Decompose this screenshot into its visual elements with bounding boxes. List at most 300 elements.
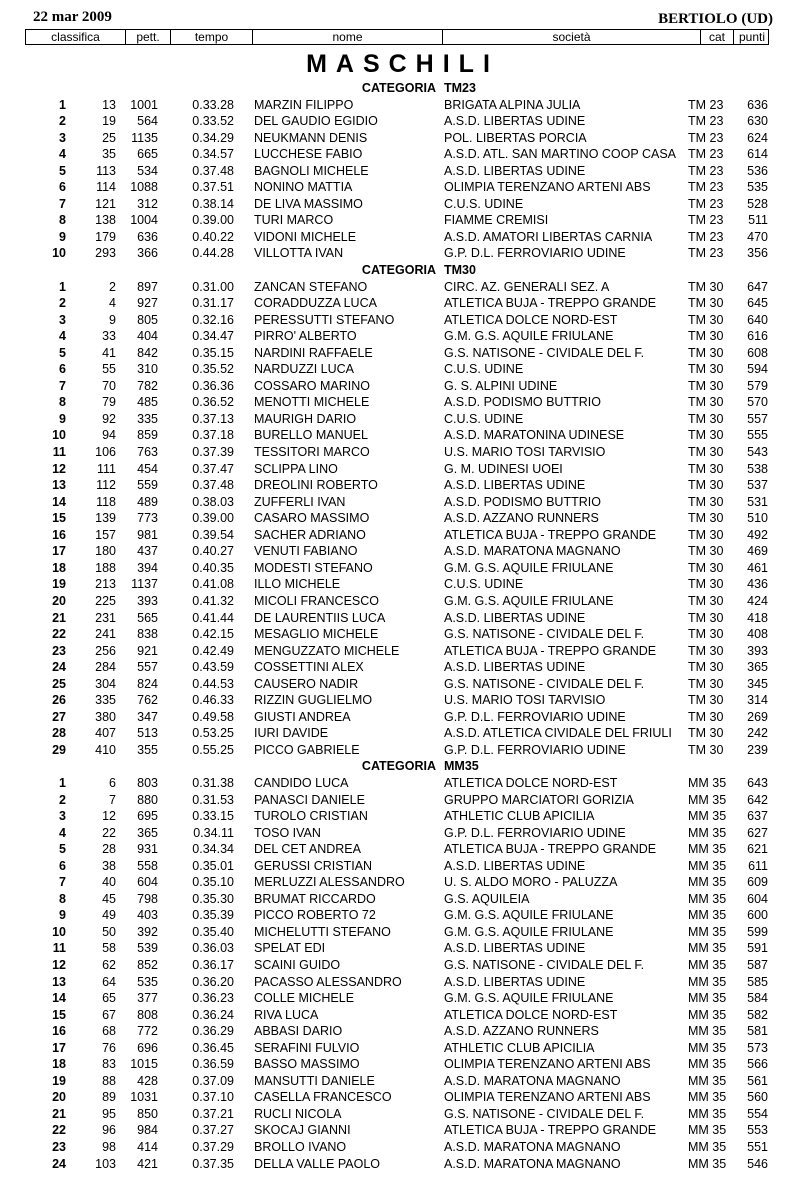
category-code: MM 35 [688, 1156, 727, 1171]
category-code: MM 35 [688, 1123, 727, 1138]
finish-time: 0.35.30 [192, 891, 234, 906]
athlete-name: PERESSUTTI STEFANO [254, 312, 395, 327]
table-row [0, 841, 805, 858]
overall-position: 49 [102, 908, 116, 923]
category-rank: 17 [52, 544, 66, 559]
points: 510 [747, 511, 768, 526]
bib-number: 1088 [130, 180, 158, 195]
category-code: TM 30 [688, 494, 724, 509]
finish-time: 0.36.24 [192, 1007, 234, 1022]
category-code: TM 30 [688, 411, 724, 426]
club-name: A.S.D. LIBERTAS UDINE [444, 974, 586, 989]
points: 573 [747, 1040, 768, 1055]
overall-position: 106 [95, 445, 116, 460]
table-row [0, 411, 805, 428]
category-rank: 11 [52, 941, 66, 956]
category-rank: 29 [52, 742, 66, 757]
finish-time: 0.36.17 [192, 957, 234, 972]
category-code: MM 35 [688, 875, 727, 890]
bib-number: 557 [137, 660, 158, 675]
athlete-name: BAGNOLI MICHELE [254, 163, 369, 178]
bib-number: 842 [137, 345, 158, 360]
category-rank: 1 [59, 775, 66, 790]
club-name: BRIGATA ALPINA JULIA [444, 97, 581, 112]
category-rank: 23 [52, 643, 66, 658]
athlete-name: VENUTI FABIANO [254, 544, 358, 559]
club-name: ATLETICA BUJA - TREPPO GRANDE [444, 842, 657, 857]
finish-time: 0.35.10 [192, 875, 234, 890]
club-name: U.S. MARIO TOSI TARVISIO [444, 693, 606, 708]
points: 531 [747, 494, 768, 509]
athlete-name: CASARO MASSIMO [254, 511, 370, 526]
club-name: OLIMPIA TERENZANO ARTENI ABS [444, 1090, 651, 1105]
points: 608 [747, 345, 768, 360]
bib-number: 927 [137, 296, 158, 311]
column-header-cat: cat [701, 30, 734, 44]
athlete-name: ILLO MICHELE [254, 577, 341, 592]
overall-position: 67 [102, 1007, 116, 1022]
points: 408 [747, 627, 768, 642]
athlete-name: CORADDUZZA LUCA [254, 296, 377, 311]
athlete-name: ZANCAN STEFANO [254, 279, 368, 294]
category-code: TM 23 [688, 180, 724, 195]
club-name: A.S.D. ATLETICA CIVIDALE DEL FRIULI [444, 726, 672, 741]
points: 609 [747, 875, 768, 890]
category-code: TM 23 [688, 213, 724, 228]
category-code: TM 30 [688, 742, 724, 757]
points: 647 [747, 279, 768, 294]
points: 614 [747, 147, 768, 162]
club-name: A.S.D. ATL. SAN MARTINO COOP CASA [444, 147, 677, 162]
finish-time: 0.37.35 [192, 1156, 234, 1171]
category-rank: 9 [59, 411, 66, 426]
athlete-name: COSSARO MARINO [254, 378, 370, 393]
category-name: TM30 [444, 263, 476, 278]
club-name: A.S.D. LIBERTAS UDINE [444, 610, 586, 625]
finish-time: 0.36.20 [192, 974, 234, 989]
overall-position: 96 [102, 1123, 116, 1138]
overall-position: 138 [95, 213, 116, 228]
overall-position: 2 [109, 279, 116, 294]
club-name: POL. LIBERTAS PORCIA [444, 130, 587, 145]
overall-position: 25 [102, 130, 116, 145]
overall-position: 19 [102, 114, 116, 129]
category-rank: 19 [52, 577, 66, 592]
athlete-name: SPELAT EDI [254, 941, 326, 956]
points: 579 [747, 378, 768, 393]
category-code: MM 35 [688, 1040, 727, 1055]
category-code: TM 30 [688, 593, 724, 608]
club-name: A.S.D. LIBERTAS UDINE [444, 163, 586, 178]
overall-position: 4 [109, 296, 116, 311]
overall-position: 6 [109, 775, 116, 790]
club-name: G.M. G.S. AQUILE FRIULANE [444, 924, 614, 939]
results-list [0, 80, 805, 1172]
overall-position: 179 [95, 229, 116, 244]
table-row [0, 990, 805, 1007]
finish-time: 0.31.38 [192, 775, 234, 790]
club-name: G.S. NATISONE - CIVIDALE DEL F. [444, 957, 645, 972]
club-name: G.P. D.L. FERROVIARIO UDINE [444, 825, 626, 840]
finish-time: 0.43.59 [192, 660, 234, 675]
club-name: OLIMPIA TERENZANO ARTENI ABS [444, 1057, 651, 1072]
category-code: TM 30 [688, 279, 724, 294]
athlete-name: RIVA LUCA [254, 1007, 319, 1022]
athlete-name: DEL GAUDIO EGIDIO [254, 114, 378, 129]
section-title: MASCHILI [306, 50, 499, 78]
club-name: A.S.D. MARATONA MAGNANO [444, 1073, 621, 1088]
column-header-societa: società [443, 30, 701, 44]
athlete-name: MICOLI FRANCESCO [254, 593, 380, 608]
bib-number: 564 [137, 114, 158, 129]
finish-time: 0.35.15 [192, 345, 234, 360]
table-row [0, 510, 805, 527]
athlete-name: MARZIN FILIPPO [254, 97, 354, 112]
category-code: TM 23 [688, 97, 724, 112]
category-code: MM 35 [688, 792, 727, 807]
column-header-punti: punti [738, 30, 766, 44]
finish-time: 0.36.23 [192, 991, 234, 1006]
category-rank: 2 [59, 296, 66, 311]
bib-number: 897 [137, 279, 158, 294]
points: 585 [747, 974, 768, 989]
finish-time: 0.32.16 [192, 312, 234, 327]
finish-time: 0.40.22 [192, 229, 234, 244]
category-rank: 8 [59, 891, 66, 906]
overall-position: 180 [95, 544, 116, 559]
bib-number: 636 [137, 229, 158, 244]
athlete-name: NONINO MATTIA [254, 180, 353, 195]
points: 561 [747, 1073, 768, 1088]
points: 637 [747, 809, 768, 824]
athlete-name: COLLE MICHELE [254, 991, 355, 1006]
category-rank: 1 [59, 279, 66, 294]
category-code: TM 30 [688, 726, 724, 741]
finish-time: 0.34.34 [192, 842, 234, 857]
bib-number: 921 [137, 643, 158, 658]
points: 365 [747, 660, 768, 675]
points: 627 [747, 825, 768, 840]
category-rank: 24 [52, 1156, 66, 1171]
finish-time: 0.44.53 [192, 676, 234, 691]
bib-number: 534 [137, 163, 158, 178]
athlete-name: NEUKMANN DENIS [254, 130, 368, 145]
club-name: A.S.D. AZZANO RUNNERS [444, 1024, 599, 1039]
bib-number: 485 [137, 395, 158, 410]
table-row [0, 940, 805, 957]
athlete-name: TUROLO CRISTIAN [254, 809, 368, 824]
athlete-name: GIUSTI ANDREA [254, 709, 351, 724]
table-row [0, 858, 805, 875]
category-code: TM 30 [688, 395, 724, 410]
club-name: G.S. NATISONE - CIVIDALE DEL F. [444, 1106, 645, 1121]
club-name: G.M. G.S. AQUILE FRIULANE [444, 560, 614, 575]
overall-position: 68 [102, 1024, 116, 1039]
category-code: TM 30 [688, 511, 724, 526]
club-name: A.S.D. LIBERTAS UDINE [444, 114, 586, 129]
club-name: CIRC. AZ. GENERALI SEZ. A [444, 279, 610, 294]
column-header-bar [25, 29, 769, 45]
finish-time: 0.39.54 [192, 527, 234, 542]
category-header [0, 262, 805, 279]
overall-position: 55 [102, 362, 116, 377]
bib-number: 559 [137, 478, 158, 493]
bib-number: 880 [137, 792, 158, 807]
overall-position: 103 [95, 1156, 116, 1171]
overall-position: 293 [95, 246, 116, 261]
table-row [0, 494, 805, 511]
category-rank: 8 [59, 213, 66, 228]
club-name: A.S.D. AZZANO RUNNERS [444, 511, 599, 526]
club-name: FIAMME CREMISI [444, 213, 549, 228]
table-row [0, 163, 805, 180]
table-row [0, 974, 805, 991]
category-rank: 6 [59, 180, 66, 195]
points: 528 [747, 196, 768, 211]
bib-number: 805 [137, 312, 158, 327]
finish-time: 0.37.51 [192, 180, 234, 195]
overall-position: 118 [96, 494, 116, 509]
athlete-name: BROLLO IVANO [254, 1140, 347, 1154]
overall-position: 33 [102, 329, 116, 344]
category-label: CATEGORIA [361, 759, 436, 774]
category-rank: 4 [59, 825, 66, 840]
athlete-name: NARDINI RAFFAELE [254, 345, 373, 360]
bib-number: 772 [137, 1024, 158, 1039]
points: 570 [747, 395, 768, 410]
table-row [0, 1106, 805, 1123]
category-rank: 7 [59, 875, 66, 890]
finish-time: 0.39.00 [192, 511, 234, 526]
category-rank: 9 [59, 908, 66, 923]
bib-number: 489 [137, 494, 158, 509]
category-code: MM 35 [688, 924, 727, 939]
club-name: ATLETICA BUJA - TREPPO GRANDE [444, 527, 657, 542]
finish-time: 0.35.39 [192, 908, 234, 923]
points: 356 [747, 246, 768, 261]
overall-position: 12 [102, 809, 116, 824]
finish-time: 0.37.48 [192, 478, 234, 493]
column-header-pett: pett. [126, 30, 171, 44]
column-header-nome: nome [253, 30, 443, 44]
club-name: A.S.D. PODISMO BUTTRIO [444, 494, 601, 509]
overall-position: 94 [102, 428, 116, 443]
overall-position: 139 [95, 511, 116, 526]
club-name: G.S. AQUILEIA [444, 891, 530, 906]
category-code: TM 30 [688, 461, 724, 476]
bib-number: 513 [137, 726, 158, 741]
category-rank: 17 [52, 1040, 66, 1055]
table-row [0, 626, 805, 643]
bib-number: 428 [137, 1073, 158, 1088]
bib-number: 762 [137, 693, 158, 708]
bib-number: 392 [137, 924, 158, 939]
category-rank: 11 [52, 445, 66, 460]
table-row [0, 957, 805, 974]
overall-position: 213 [95, 577, 116, 592]
category-rank: 10 [52, 428, 66, 443]
category-code: TM 30 [688, 378, 724, 393]
category-rank: 14 [52, 991, 66, 1006]
finish-time: 0.42.49 [192, 643, 234, 658]
overall-position: 64 [102, 974, 116, 989]
points: 345 [747, 676, 768, 691]
category-code: TM 30 [688, 478, 724, 493]
bib-number: 355 [137, 742, 158, 757]
points: 621 [747, 842, 768, 857]
category-code: MM 35 [688, 1073, 727, 1088]
points: 640 [747, 312, 768, 327]
category-rank: 12 [52, 957, 66, 972]
table-row [0, 576, 805, 593]
category-code: TM 23 [688, 246, 724, 261]
points: 604 [747, 891, 768, 906]
table-row [0, 444, 805, 461]
table-row [0, 676, 805, 693]
table-row [0, 808, 805, 825]
points: 461 [747, 560, 768, 575]
athlete-name: MESAGLIO MICHELE [254, 627, 379, 642]
category-header [0, 758, 805, 775]
club-name: A.S.D. MARATONA MAGNANO [444, 544, 621, 559]
club-name: A.S.D. LIBERTAS UDINE [444, 941, 586, 956]
category-code: MM 35 [688, 842, 727, 857]
finish-time: 0.34.57 [192, 147, 234, 162]
athlete-name: ZUFFERLI IVAN [254, 494, 346, 509]
category-rank: 16 [52, 1024, 66, 1039]
club-name: ATLETICA BUJA - TREPPO GRANDE [444, 296, 657, 311]
bib-number: 365 [137, 825, 158, 840]
athlete-name: LUCCHESE FABIO [254, 147, 363, 162]
table-row [0, 394, 805, 411]
athlete-name: VILLOTTA IVAN [254, 246, 344, 261]
bib-number: 565 [137, 610, 158, 625]
table-row [0, 874, 805, 891]
category-rank: 13 [52, 974, 66, 989]
overall-position: 157 [95, 527, 116, 542]
table-row [0, 212, 805, 229]
category-rank: 18 [52, 1057, 66, 1072]
athlete-name: COSSETTINI ALEX [254, 660, 364, 675]
club-name: G.M. G.S. AQUILE FRIULANE [444, 329, 614, 344]
points: 643 [747, 775, 768, 790]
overall-position: 112 [96, 478, 116, 493]
category-code: TM 30 [688, 312, 724, 327]
table-row [0, 312, 805, 329]
category-code: TM 30 [688, 676, 724, 691]
athlete-name: PANASCI DANIELE [254, 792, 365, 807]
athlete-name: MERLUZZI ALESSANDRO [254, 875, 405, 890]
bib-number: 695 [137, 809, 158, 824]
category-rank: 4 [59, 329, 66, 344]
athlete-name: ABBASI DARIO [254, 1024, 343, 1039]
table-row [0, 1089, 805, 1106]
points: 624 [747, 130, 768, 145]
category-rank: 19 [52, 1073, 66, 1088]
finish-time: 0.31.17 [192, 296, 234, 311]
finish-time: 0.36.45 [192, 1040, 234, 1055]
bib-number: 414 [137, 1140, 158, 1154]
table-row [0, 461, 805, 478]
club-name: U.S. MARIO TOSI TARVISIO [444, 445, 606, 460]
table-row [0, 1122, 805, 1139]
points: 587 [747, 957, 768, 972]
bib-number: 403 [137, 908, 158, 923]
overall-position: 9 [109, 312, 116, 327]
points: 581 [747, 1024, 768, 1039]
athlete-name: MAURIGH DARIO [254, 411, 357, 426]
finish-time: 0.41.32 [192, 593, 234, 608]
category-rank: 9 [59, 229, 66, 244]
category-code: TM 23 [688, 163, 724, 178]
table-row [0, 891, 805, 908]
category-code: MM 35 [688, 1090, 727, 1105]
bib-number: 763 [137, 445, 158, 460]
category-rank: 15 [52, 1007, 66, 1022]
club-name: A.S.D. LIBERTAS UDINE [444, 858, 586, 873]
category-code: TM 23 [688, 229, 724, 244]
finish-time: 0.37.29 [192, 1140, 234, 1154]
club-name: A.S.D. MARATONA MAGNANO [444, 1156, 621, 1171]
bib-number: 393 [137, 593, 158, 608]
bib-number: 665 [137, 147, 158, 162]
finish-time: 0.53.25 [192, 726, 234, 741]
category-rank: 20 [52, 593, 66, 608]
finish-time: 0.36.03 [192, 941, 234, 956]
category-rank: 12 [52, 461, 66, 476]
athlete-name: PIRRO' ALBERTO [254, 329, 357, 344]
category-rank: 22 [52, 627, 66, 642]
table-row [0, 725, 805, 742]
overall-position: 304 [95, 676, 116, 691]
bib-number: 803 [137, 775, 158, 790]
table-row [0, 560, 805, 577]
table-row [0, 1139, 805, 1156]
category-rank: 15 [52, 511, 66, 526]
points: 242 [747, 726, 768, 741]
category-code: TM 30 [688, 345, 724, 360]
athlete-name: DEL CET ANDREA [254, 842, 361, 857]
athlete-name: BRUMAT RICCARDO [254, 891, 376, 906]
points: 538 [747, 461, 768, 476]
overall-position: 45 [102, 891, 116, 906]
category-code: TM 30 [688, 693, 724, 708]
bib-number: 984 [137, 1123, 158, 1138]
table-row [0, 328, 805, 345]
category-rank: 4 [59, 147, 66, 162]
category-code: TM 23 [688, 130, 724, 145]
category-code: TM 30 [688, 660, 724, 675]
finish-time: 0.36.52 [192, 395, 234, 410]
column-header-tempo: tempo [171, 30, 253, 44]
athlete-name: DREOLINI ROBERTO [254, 478, 378, 493]
overall-position: 380 [95, 709, 116, 724]
category-code: TM 23 [688, 196, 724, 211]
athlete-name: MENOTTI MICHELE [254, 395, 370, 410]
table-row [0, 1056, 805, 1073]
category-code: TM 30 [688, 627, 724, 642]
table-row [0, 113, 805, 130]
points: 645 [747, 296, 768, 311]
finish-time: 0.41.08 [192, 577, 234, 592]
table-row [0, 245, 805, 262]
athlete-name: DELLA VALLE PAOLO [254, 1156, 380, 1171]
bib-number: 366 [137, 246, 158, 261]
points: 424 [747, 593, 768, 608]
finish-time: 0.37.21 [192, 1106, 234, 1121]
points: 557 [747, 411, 768, 426]
overall-position: 35 [102, 147, 116, 162]
